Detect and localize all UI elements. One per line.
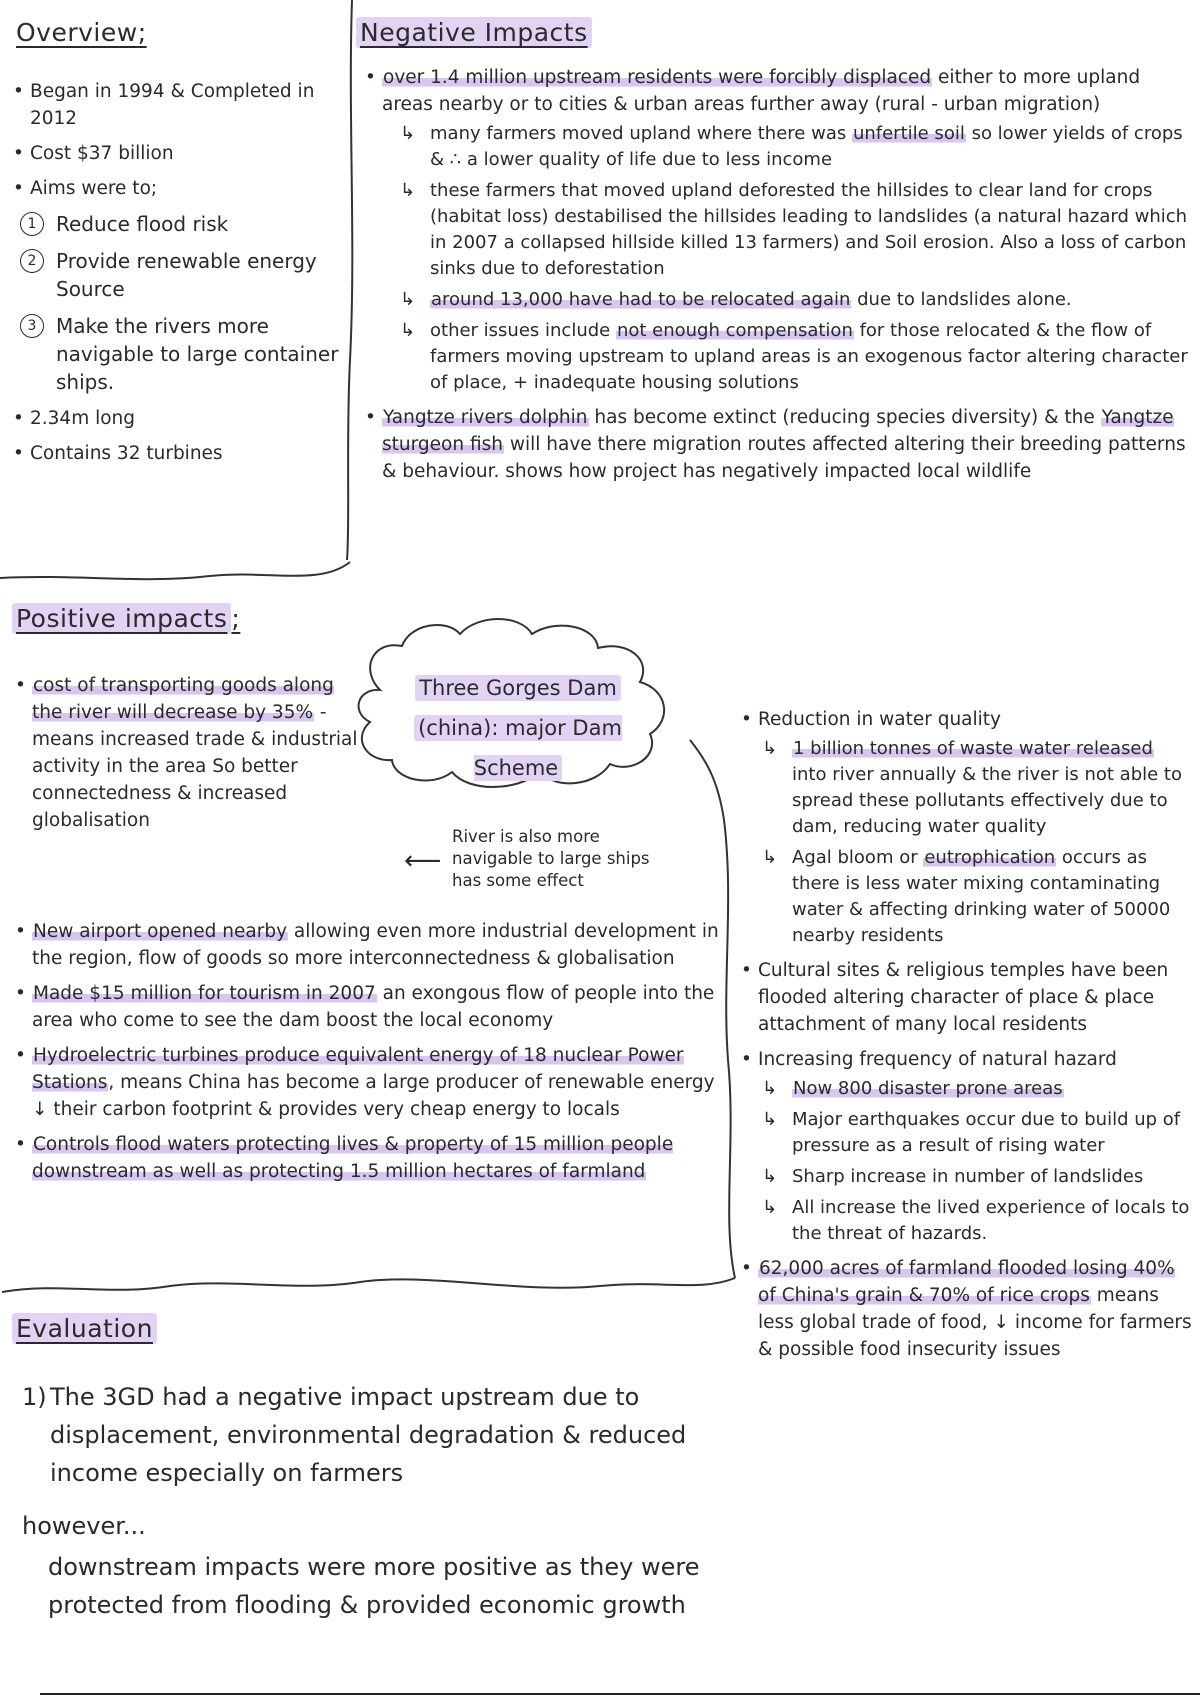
arrow-icon: ↳	[400, 289, 416, 310]
arrow-icon: ↳	[762, 1166, 778, 1187]
negative-point-hazards	[738, 1046, 1194, 1247]
left-arrow-icon: ⟵	[404, 846, 442, 876]
overview-divider	[0, 562, 350, 579]
sub-point	[762, 1076, 1194, 1102]
negative-point-wildlife	[362, 404, 1192, 485]
positive-impacts-heading	[12, 604, 240, 633]
positive-point-transport	[12, 672, 364, 834]
highlight: 62,000 acres of farmland flooded losing 40% of China's grain & 70% of rice crops	[758, 1258, 1175, 1306]
highlight: Controls flood waters protecting lives & property of 15 million people downstream as well as protecting 1.5 million hectares of farmland	[32, 1134, 674, 1182]
negative-impacts-heading	[356, 18, 592, 47]
evaluation-however: however...	[22, 1512, 146, 1540]
overview-section	[10, 78, 345, 475]
overview-turbines-text: Contains 32 turbines	[30, 443, 223, 464]
arrow-icon: ↳	[400, 180, 416, 201]
positive-divider	[2, 1278, 735, 1292]
arrow-icon: ↳	[400, 123, 416, 144]
note-text: , means China has become a large producer of renewable energy ↓ their carbon footprint & provides very cheap energy to locals	[32, 1072, 715, 1120]
overview-turbines	[10, 440, 345, 467]
note-text: will have there migration routes affected altering their breeding patterns & behaviour. shows how project has negatively impacted local wildlife	[382, 434, 1186, 482]
note-text: means less global trade of food, ↓ income for farmers & possible food insecurity issues	[758, 1285, 1192, 1360]
overview-began-text: Began in 1994 & Completed in 2012	[30, 81, 315, 129]
overview-length	[10, 405, 345, 432]
aim-item	[20, 210, 345, 238]
negative-point-cultural-sites	[738, 957, 1194, 1038]
arrow-icon: ↳	[762, 847, 778, 868]
evaluation-point	[22, 1378, 722, 1492]
overview-heading-text: Overview	[16, 18, 138, 47]
navigability-side-note: River is also more navigable to large ships has some effect	[452, 827, 650, 890]
positive-point-flood-control	[12, 1131, 728, 1185]
positive-point-airport	[12, 918, 728, 972]
highlight: Hydroelectric turbines produce equivalent energy of 18 nuclear Power Stations	[32, 1045, 684, 1093]
note-text: these farmers that moved upland deforested the hillsides to clear land for crops (habitat loss) destabilised the hillsides leading to landslides (a natural hazard which in 2007 a collapsed hillside killed 13 farmers) and Soil erosion. Also a loss of carbon sinks due to deforestation	[430, 180, 1188, 279]
note-text: for those relocated & the flow of farmers moving upstream to upland areas is an exogenous factor altering character of place, + inadequate housing solutions	[430, 320, 1188, 393]
note-text: Agal bloom or	[792, 847, 924, 868]
highlight: over 1.4 million upstream residents were forcibly displaced	[383, 67, 932, 88]
overview-length-text: 2.34m long	[30, 408, 136, 429]
overview-cost-text: Cost $37 billion	[30, 143, 174, 164]
note-text: many farmers moved upland where there was	[430, 123, 852, 144]
arrow-icon: ↳	[762, 1109, 778, 1130]
highlight: Yangtze sturgeon fish	[382, 407, 1174, 455]
note-text: so lower yields of crops & ∴ a lower quality of life due to less income	[430, 123, 1183, 170]
note-text: into river annually & the river is not able to spread these pollutants effectively due to dam, reducing water quality	[792, 764, 1183, 837]
negative-impacts-right-column	[738, 706, 1194, 1371]
aim-text: Provide renewable energy Source	[56, 249, 317, 301]
aim-text: Make the rivers more navigable to large container ships.	[56, 314, 339, 394]
negative-point-displacement	[362, 64, 1192, 396]
note-text: due to landslides alone.	[851, 289, 1072, 310]
vertical-divider-top	[347, 0, 352, 560]
note-text: Cultural sites & religious temples have been flooded altering character of place & place attachment of many local residents	[758, 960, 1169, 1035]
note-text: Sharp increase in number of landslides	[792, 1166, 1144, 1187]
sub-point	[762, 1195, 1194, 1247]
center-title-line2: (china): major Dam Scheme	[414, 715, 622, 781]
sub-point	[400, 318, 1192, 396]
aim-number: 3	[20, 314, 44, 338]
overview-began	[10, 78, 345, 132]
positive-impacts-top	[12, 672, 364, 842]
evaluation-heading-text: Evaluation	[12, 1313, 157, 1344]
highlight: not enough compensation	[616, 320, 853, 341]
negative-impacts-heading-text: Negative Impacts	[356, 17, 592, 48]
highlight: Now 800 disaster prone areas	[793, 1078, 1063, 1099]
arrow-icon: ↳	[762, 738, 778, 759]
sub-point	[400, 287, 1192, 313]
overview-aims	[10, 175, 345, 202]
center-title-line1: Three Gorges Dam	[415, 675, 621, 701]
note-text: Major earthquakes occur due to build up of pressure as a result of rising water	[792, 1109, 1181, 1156]
sub-point	[762, 736, 1194, 840]
overview-aims-intro: Aims were to;	[30, 178, 158, 199]
note-text: an exongous flow of people into the area who come to see the dam boost the local economy	[32, 983, 715, 1031]
highlight: 1 billion tonnes of waste water released	[793, 738, 1153, 759]
highlight: eutrophication	[924, 847, 1056, 868]
positive-impacts-bottom	[12, 918, 728, 1193]
evaluation-section	[22, 1378, 722, 1624]
heading-semicolon: ;	[231, 604, 241, 633]
highlight: New airport opened nearby	[33, 921, 288, 942]
arrow-icon: ↳	[762, 1078, 778, 1099]
evaluation-downstream: downstream impacts were more positive as they were protected from flooding & provided economic growth	[48, 1553, 700, 1619]
overview-heading	[16, 18, 147, 47]
aim-item	[20, 312, 345, 396]
note-text: has become extinct (reducing species diversity) & the	[588, 407, 1101, 428]
center-title	[368, 668, 668, 788]
negative-impacts-section	[362, 64, 1192, 493]
highlight: cost of transporting goods along the river will decrease by 35%	[32, 675, 334, 723]
note-text: - means increased trade & industrial activity in the area So better connectedness & increased globalisation	[32, 702, 358, 831]
note-text: occurs as there is less water mixing contaminating water & affecting drinking water of 50000 nearby residents	[792, 847, 1171, 946]
aim-number: 1	[20, 212, 44, 236]
overview-cost	[10, 140, 345, 167]
sub-point	[400, 178, 1192, 282]
note-text: other issues include	[430, 320, 616, 341]
highlight: Made $15 million for tourism in 2007	[33, 983, 376, 1004]
aim-number: 2	[20, 249, 44, 273]
evaluation-heading	[12, 1314, 157, 1343]
sub-point	[762, 845, 1194, 949]
note-text: Reduction in water quality	[758, 709, 1001, 730]
arrow-icon: ↳	[400, 320, 416, 341]
evaluation-number: 1)	[22, 1383, 47, 1411]
highlight: around 13,000 have had to be relocated again	[431, 289, 851, 310]
aim-text: Reduce flood risk	[56, 212, 229, 236]
note-text: All increase the lived experience of locals to the threat of hazards.	[792, 1197, 1190, 1244]
sub-point	[762, 1107, 1194, 1159]
positive-impacts-heading-text: Positive impacts	[12, 603, 231, 634]
note-text: allowing even more industrial development in the region, flow of goods so more interconnectedness & globalisation	[32, 921, 719, 969]
positive-point-energy	[12, 1042, 728, 1123]
aim-item	[20, 247, 345, 303]
heading-semicolon: ;	[137, 18, 147, 47]
evaluation-text: The 3GD had a negative impact upstream due to displacement, environmental degradation & reduced income especially on farmers	[50, 1383, 687, 1487]
negative-point-water-quality	[738, 706, 1194, 949]
arrow-icon: ↳	[762, 1197, 778, 1218]
sub-point	[762, 1164, 1194, 1190]
negative-point-farmland	[738, 1255, 1194, 1363]
positive-point-tourism	[12, 980, 728, 1034]
note-text: either to more upland areas nearby or to cities & urban areas further away (rural - urban migration)	[382, 67, 1141, 115]
note-text: Increasing frequency of natural hazard	[758, 1049, 1117, 1070]
highlight: Yangtze rivers dolphin	[383, 407, 588, 428]
highlight: unfertile soil	[852, 123, 965, 144]
sub-point	[400, 121, 1192, 173]
